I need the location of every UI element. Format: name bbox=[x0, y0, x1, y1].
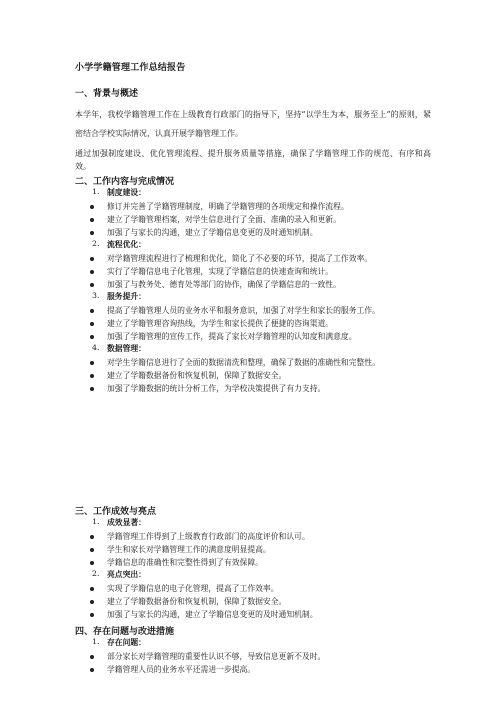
list-item: 学籍管理人员的业务水平还需进一步提高。 bbox=[75, 663, 435, 676]
list-item: 实现了学籍信息的电子化管理，提高了工作效率。 bbox=[75, 582, 435, 595]
list-item: 加强了与家长的沟通，建立了学籍信息变更的及时通知机制。 bbox=[75, 226, 435, 239]
bullet-icon bbox=[90, 387, 94, 391]
bullet-icon bbox=[90, 655, 94, 659]
bullet-icon bbox=[90, 322, 94, 326]
bullet-icon bbox=[90, 548, 94, 552]
section-heading-background: 一、背景与概述 bbox=[75, 89, 139, 99]
list-item: 加强了与家长的沟通，建立了学籍信息变更的及时通知机制。 bbox=[75, 608, 435, 621]
list-item: 对学生学籍信息进行了全面的数据清洗和整理，确保了数据的准确性和完整性。 bbox=[75, 356, 435, 369]
subsection-header: 1. 存在问题： bbox=[92, 637, 146, 647]
section-list-results bbox=[75, 517, 435, 621]
subsection-header: 2. 亮点突出： bbox=[92, 569, 146, 579]
bullet-icon bbox=[90, 218, 94, 222]
subsection-header: 4. 数据管理： bbox=[92, 343, 146, 353]
bullet-icon bbox=[90, 205, 94, 209]
bullet-icon bbox=[90, 600, 94, 604]
subsection-header: 2. 流程优化： bbox=[92, 239, 146, 249]
bullet-icon bbox=[90, 374, 94, 378]
list-item: 学籍信息的准确性和完整性得到了有效保障。 bbox=[75, 556, 435, 569]
section-heading-work-content: 二、工作内容与完成情况 bbox=[75, 177, 175, 187]
bullet-icon bbox=[90, 561, 94, 565]
list-item: 加强了与教务处、德育处等部门的协作，确保了学籍信息的一致性。 bbox=[75, 278, 435, 291]
bullet-icon bbox=[90, 613, 94, 617]
list-item: 学生和家长对学籍管理工作的满意度明显提高。 bbox=[75, 543, 435, 556]
bullet-icon bbox=[90, 270, 94, 274]
list-item: 建立了学籍管理咨询热线，为学生和家长提供了便捷的咨询渠道。 bbox=[75, 317, 435, 330]
list-item: 加强了学籍管理的宣传工作，提高了家长对学籍管理的认知度和满意度。 bbox=[75, 330, 435, 343]
paragraph-background-1: 本学年，我校学籍管理工作在上级教育行政部门的指导下，坚持“以学生为本，服务至上”的原则，紧密结合学校实际情况，认真开展学籍管理工作。 bbox=[75, 110, 431, 138]
document-title: 小学学籍管理工作总结报告 bbox=[75, 63, 186, 73]
list-item: 对学籍管理流程进行了梳理和优化，简化了不必要的环节，提高了工作效率。 bbox=[75, 252, 435, 265]
list-item: 部分家长对学籍管理的重要性认识不够，导致信息更新不及时。 bbox=[75, 650, 435, 663]
list-item: 加强了学籍数据的统计分析工作，为学校决策提供了有力支持。 bbox=[75, 382, 435, 395]
section-list-work-content bbox=[75, 187, 435, 395]
list-item: 修订并完善了学籍管理制度，明确了学籍管理的各项规定和操作流程。 bbox=[75, 200, 435, 213]
list-item: 提高了学籍管理人员的业务水平和服务意识，加强了对学生和家长的服务工作。 bbox=[75, 304, 435, 317]
list-item: 建立了学籍数据备份和恢复机制，保障了数据安全。 bbox=[75, 595, 435, 608]
paragraph-background-2: 通过加强制度建设、优化管理流程、提升服务质量等措施，确保了学籍管理工作的规范、有序和高效。 bbox=[75, 149, 431, 171]
subsection-header: 1. 成效显著： bbox=[92, 517, 146, 527]
section-heading-results: 三、工作成效与亮点 bbox=[75, 507, 157, 517]
bullet-icon bbox=[90, 535, 94, 539]
bullet-icon bbox=[90, 283, 94, 287]
section-list-issues bbox=[75, 637, 435, 676]
bullet-icon bbox=[90, 257, 94, 261]
section-heading-issues: 四、存在问题与改进措施 bbox=[75, 627, 175, 637]
bullet-icon bbox=[90, 587, 94, 591]
bullet-icon bbox=[90, 668, 94, 672]
bullet-icon bbox=[90, 361, 94, 365]
bullet-icon bbox=[90, 335, 94, 339]
subsection-header: 1. 制度建设： bbox=[92, 187, 146, 197]
subsection-header: 3. 服务提升： bbox=[92, 291, 146, 301]
list-item: 学籍管理工作得到了上级教育行政部门的高度评价和认可。 bbox=[75, 530, 435, 543]
list-item: 建立了学籍数据备份和恢复机制，保障了数据安全。 bbox=[75, 369, 435, 382]
list-item: 建立了学籍管理档案，对学生信息进行了全面、准确的录入和更新。 bbox=[75, 213, 435, 226]
bullet-icon bbox=[90, 309, 94, 313]
bullet-icon bbox=[90, 231, 94, 235]
list-item: 实行了学籍信息电子化管理，实现了学籍信息的快速查询和统计。 bbox=[75, 265, 435, 278]
